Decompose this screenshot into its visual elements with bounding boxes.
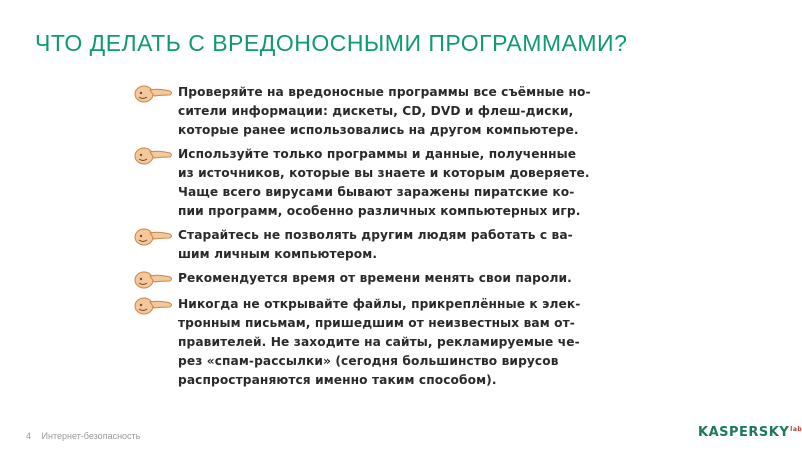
pointing-hand-icon bbox=[132, 144, 178, 166]
list-item bbox=[132, 295, 602, 390]
pointing-hand-icon bbox=[132, 225, 178, 247]
pointing-hand-icon bbox=[132, 268, 178, 290]
item-line: пии программ, особенно различных компьютерных игр. bbox=[178, 204, 581, 218]
item-line: распространяются именно таким способом). bbox=[178, 373, 497, 387]
slide-footer bbox=[26, 431, 140, 441]
item-line: Старайтесь не позволять другим людям работать с ва- bbox=[178, 228, 573, 242]
item-line: Используйте только программы и данные, полученные bbox=[178, 147, 577, 161]
item-line: правителей. Не заходите на сайты, рекламируемые че- bbox=[178, 335, 580, 349]
pointing-hand-icon bbox=[132, 294, 178, 316]
pointing-hand-icon bbox=[132, 82, 178, 104]
item-line: которые ранее использовались на другом компьютере. bbox=[178, 123, 579, 137]
item-line: шим личным компьютером. bbox=[178, 247, 378, 261]
item-line: тронным письмам, пришедшим от неизвестных вам от- bbox=[178, 316, 575, 330]
item-line: Проверяйте на вредоносные программы все съёмные но- bbox=[178, 85, 591, 99]
item-line: сители информации: дискеты, CD, DVD и флеш-диски, bbox=[178, 104, 574, 118]
logo-lab: lab bbox=[790, 425, 802, 433]
kaspersky-logo bbox=[698, 425, 802, 440]
logo-text: KASPERSKY bbox=[698, 425, 790, 440]
tips-list bbox=[132, 83, 602, 395]
item-line: Чаще всего вирусами бывают заражены пиратские ко- bbox=[178, 185, 575, 199]
list-item bbox=[132, 83, 602, 140]
list-item bbox=[132, 145, 602, 221]
item-line: Никогда не открывайте файлы, прикреплённые к элек- bbox=[178, 297, 581, 311]
page-number: 4 bbox=[26, 431, 32, 441]
item-line: рез «спам-рассылки» (сегодня большинство вирусов bbox=[178, 354, 559, 368]
list-item bbox=[132, 226, 602, 264]
item-line: Рекомендуется время от времени менять свои пароли. bbox=[178, 271, 572, 285]
footer-text: Интернет-безопасность bbox=[41, 431, 141, 441]
list-item bbox=[132, 269, 602, 290]
item-line: из источников, которые вы знаете и которым доверяете. bbox=[178, 166, 590, 180]
slide-title: ЧТО ДЕЛАТЬ С ВРЕДОНОСНЫМИ ПРОГРАММАМИ? bbox=[35, 30, 628, 56]
